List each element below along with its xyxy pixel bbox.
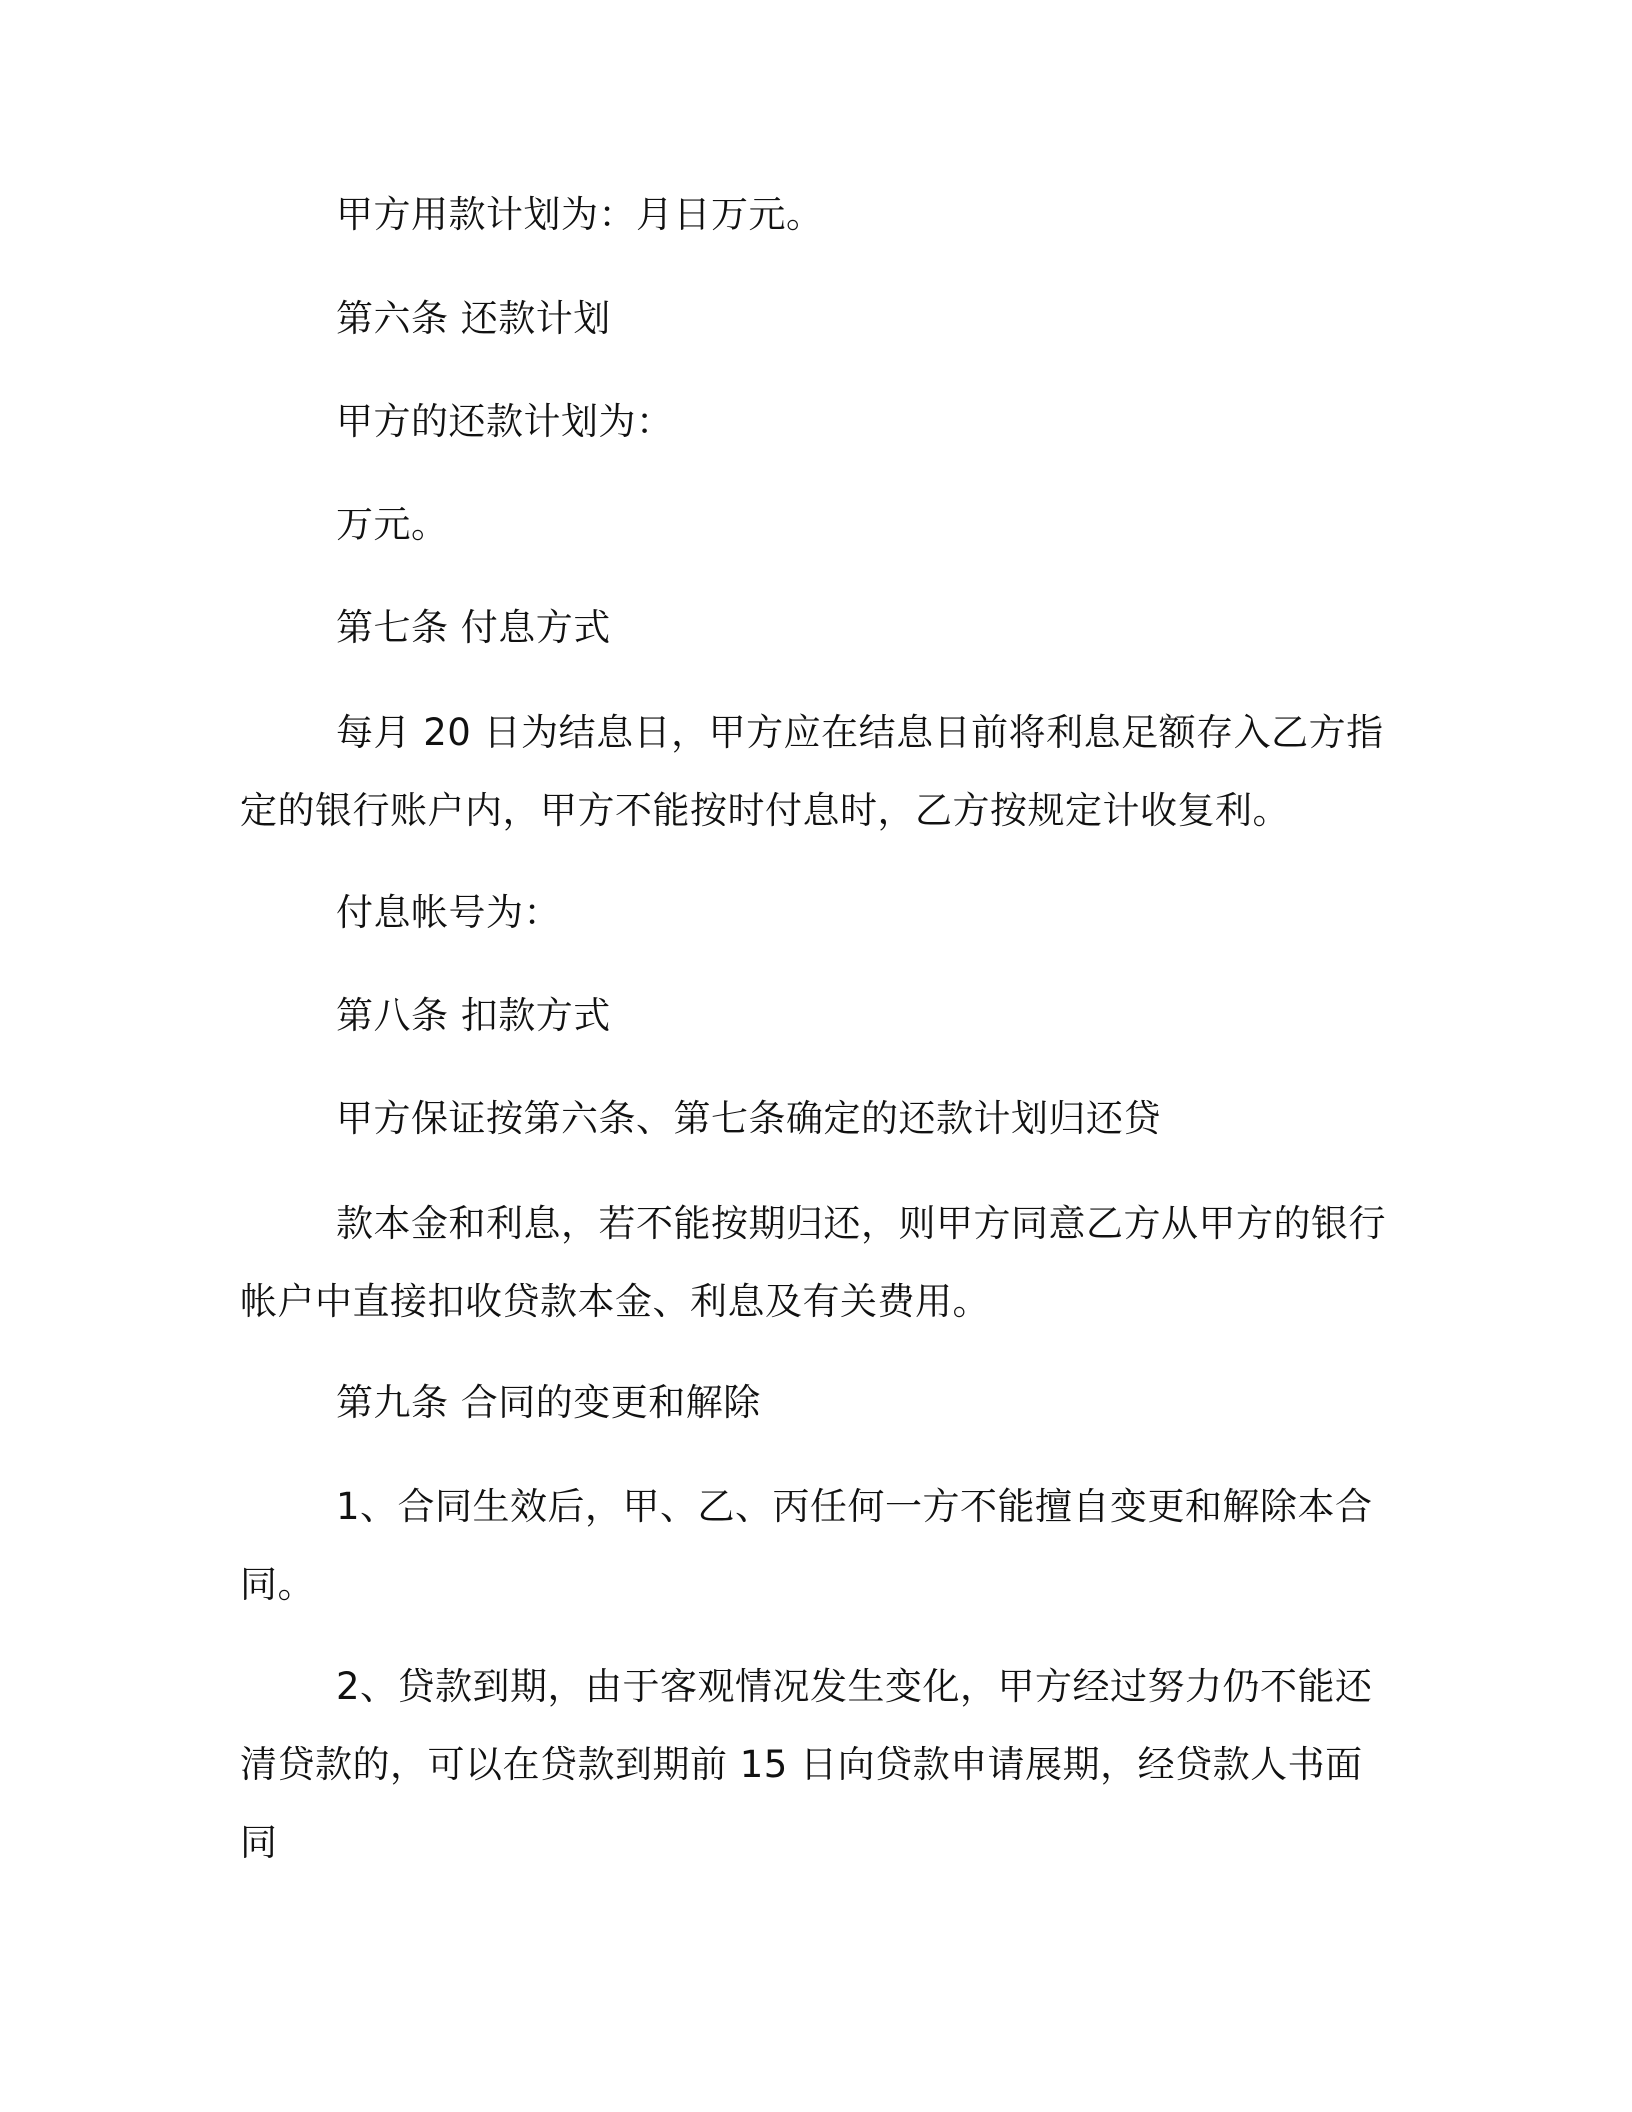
- paragraph-clause-1: 1、合同生效后，甲、乙、丙任何一方不能擅自变更和解除本合同。: [240, 1485, 1373, 1606]
- heading-article-9: 第九条 合同的变更和解除: [336, 1381, 761, 1424]
- paragraph-usage-plan: 甲方用款计划为：月日万元。: [336, 193, 824, 236]
- paragraph-amount: 万元。: [336, 503, 449, 546]
- paragraph-repayment-plan: 甲方的还款计划为：: [336, 400, 674, 443]
- heading-article-8: 第八条 扣款方式: [336, 994, 611, 1037]
- paragraph-guarantee: 甲方保证按第六条、第七条确定的还款计划归还贷: [336, 1097, 1161, 1140]
- heading-article-7: 第七条 付息方式: [336, 606, 611, 649]
- heading-article-6: 第六条 还款计划: [336, 297, 611, 340]
- paragraph-interest-date: 每月 20 日为结息日，甲方应在结息日前将利息足额存入乙方指定的银行账户内，甲方不能按时付息时，乙方按规定计收复利。: [240, 711, 1384, 832]
- paragraph-deduction: 款本金和利息，若不能按期归还，则甲方同意乙方从甲方的银行帐户中直接扣收贷款本金、利息及有关费用。: [240, 1202, 1386, 1323]
- paragraph-interest-account: 付息帐号为：: [336, 891, 561, 934]
- paragraph-clause-2: 2、贷款到期，由于客观情况发生变化，甲方经过努力仍不能还清贷款的，可以在贷款到期前 15 日向贷款申请展期，经贷款人书面同: [240, 1665, 1373, 1864]
